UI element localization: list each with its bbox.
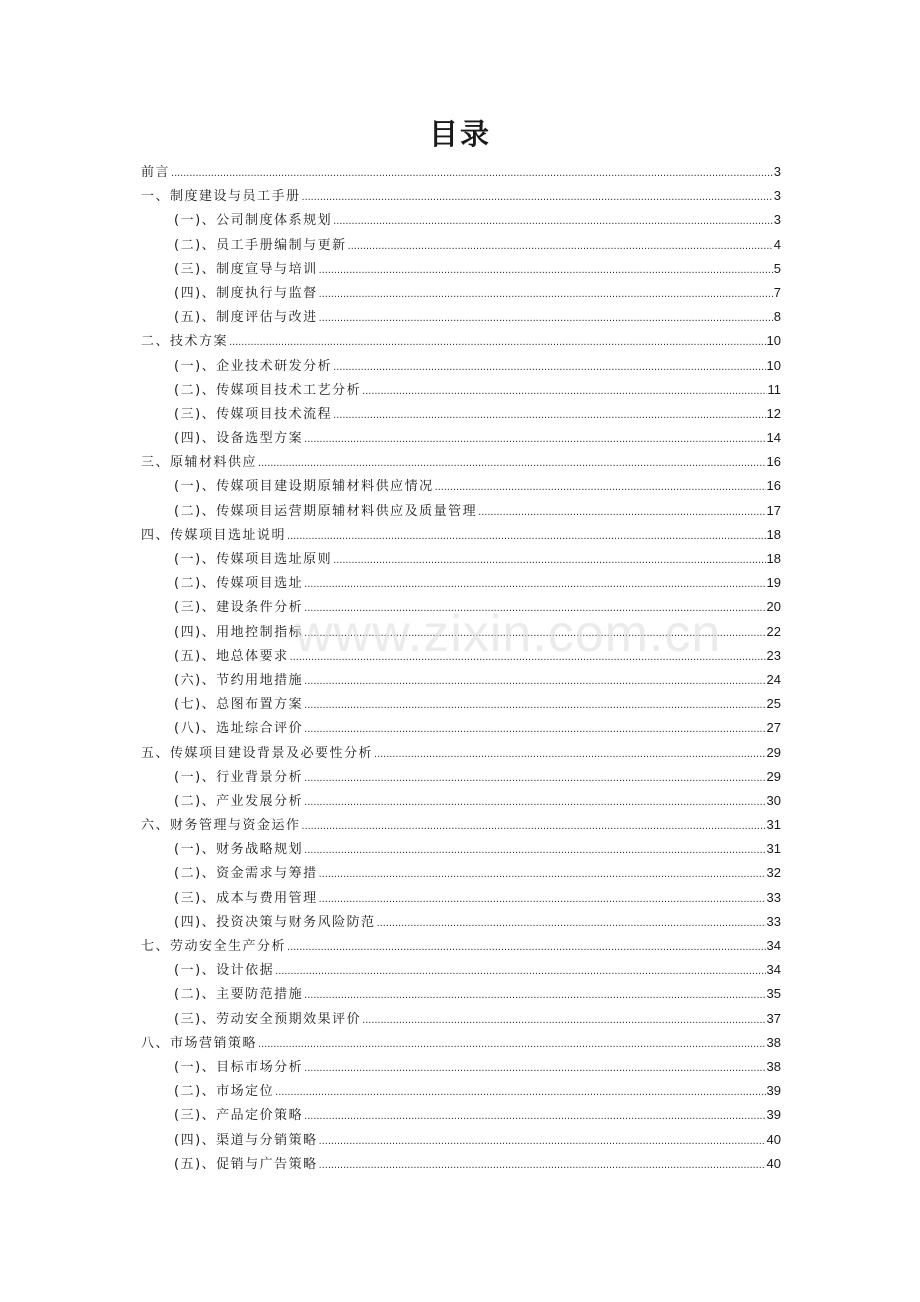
- toc-dot-leader: [287, 935, 766, 959]
- toc-entry-label: 八、市场营销策略: [141, 1035, 258, 1051]
- toc-dot-leader: [478, 500, 765, 524]
- toc-section-entry[interactable]: [141, 765, 781, 789]
- toc-dot-leader: [304, 983, 765, 1007]
- toc-page-number: 38: [766, 1034, 781, 1050]
- toc-page-number: 25: [766, 696, 781, 712]
- toc-entry-label: 前言: [141, 165, 171, 180]
- toc-section-entry[interactable]: [141, 571, 781, 595]
- toc-page-number: 39: [766, 1107, 781, 1123]
- toc-entry-label: (四)、渠道与分销策略: [174, 1132, 318, 1148]
- toc-section-entry[interactable]: [141, 257, 781, 281]
- toc-page-number: 30: [766, 792, 781, 808]
- toc-entry-label: (七)、总图布置方案: [174, 697, 304, 713]
- toc-page-number: 5: [773, 260, 781, 276]
- toc-dot-leader: [377, 911, 766, 935]
- toc-page-number: 12: [766, 405, 781, 421]
- toc-dot-leader: [171, 161, 773, 185]
- toc-section-entry[interactable]: [141, 233, 781, 257]
- toc-dot-leader: [275, 1080, 765, 1104]
- toc-section-entry[interactable]: [141, 1128, 781, 1152]
- toc-chapter-entry[interactable]: [141, 329, 781, 353]
- toc-section-entry[interactable]: [141, 499, 781, 523]
- toc-chapter-entry[interactable]: [141, 934, 781, 958]
- toc-entry-label: (二)、主要防范措施: [174, 987, 304, 1003]
- toc-page-number: 29: [766, 768, 781, 784]
- toc-page-number: 34: [766, 962, 781, 978]
- toc-dot-leader: [304, 1056, 765, 1080]
- toc-chapter-entry[interactable]: [141, 450, 781, 474]
- toc-section-entry[interactable]: [141, 1103, 781, 1127]
- toc-dot-leader: [275, 959, 765, 983]
- toc-entry-label: (三)、制度宣导与培训: [174, 261, 318, 277]
- toc-dot-leader: [333, 548, 765, 572]
- toc-entry-label: (三)、成本与费用管理: [174, 890, 318, 906]
- toc-chapter-entry[interactable]: [141, 160, 781, 184]
- toc-dot-leader: [290, 645, 766, 669]
- toc-entry-label: 六、财务管理与资金运作: [141, 818, 301, 834]
- toc-section-entry[interactable]: [141, 886, 781, 910]
- toc-entry-label: (四)、制度执行与监督: [174, 285, 318, 301]
- toc-entry-label: (一)、公司制度体系规划: [174, 213, 333, 229]
- toc-dot-leader: [333, 209, 773, 233]
- toc-section-entry[interactable]: [141, 402, 781, 426]
- toc-dot-leader: [319, 306, 773, 330]
- toc-chapter-entry[interactable]: [141, 813, 781, 837]
- toc-entry-label: (一)、行业背景分析: [174, 769, 304, 785]
- toc-entry-label: 一、制度建设与员工手册: [141, 189, 301, 205]
- toc-section-entry[interactable]: [141, 692, 781, 716]
- toc-chapter-entry[interactable]: [141, 523, 781, 547]
- toc-entry-label: (二)、产业发展分析: [174, 793, 304, 809]
- toc-section-entry[interactable]: [141, 620, 781, 644]
- toc-dot-leader: [374, 742, 766, 766]
- toc-dot-leader: [304, 766, 765, 790]
- toc-entry-label: (二)、市场定位: [174, 1084, 275, 1100]
- toc-section-entry[interactable]: [141, 1007, 781, 1031]
- toc-section-entry[interactable]: [141, 354, 781, 378]
- toc-section-entry[interactable]: [141, 837, 781, 861]
- toc-section-entry[interactable]: [141, 426, 781, 450]
- toc-section-entry[interactable]: [141, 958, 781, 982]
- toc-page-number: 23: [766, 647, 781, 663]
- toc-entry-label: (一)、设计依据: [174, 963, 275, 979]
- toc-entry-label: (三)、建设条件分析: [174, 600, 304, 616]
- toc-page-number: 31: [766, 817, 781, 833]
- toc-dot-leader: [258, 451, 766, 475]
- toc-dot-leader: [319, 887, 766, 911]
- toc-section-entry[interactable]: [141, 789, 781, 813]
- toc-entry-label: 三、原辅材料供应: [141, 455, 258, 471]
- toc-dot-leader: [348, 234, 773, 258]
- toc-dot-leader: [258, 1032, 766, 1056]
- toc-page-number: 10: [766, 333, 781, 349]
- toc-section-entry[interactable]: [141, 861, 781, 885]
- toc-page-number: 19: [766, 575, 781, 591]
- toc-page-number: 4: [773, 236, 781, 252]
- toc-page-number: 27: [766, 720, 781, 736]
- toc-dot-leader: [319, 258, 773, 282]
- toc-dot-leader: [362, 379, 766, 403]
- toc-dot-leader: [287, 524, 766, 548]
- toc-page-number: 16: [766, 478, 781, 494]
- toc-section-entry[interactable]: [141, 1055, 781, 1079]
- toc-dot-leader: [319, 1153, 766, 1177]
- toc-section-entry[interactable]: [141, 1079, 781, 1103]
- toc-dot-leader: [304, 427, 765, 451]
- toc-entry-label: (六)、节约用地措施: [174, 672, 304, 688]
- toc-section-entry[interactable]: [141, 1152, 781, 1176]
- toc-page-number: 35: [766, 986, 781, 1002]
- toc-page-number: 3: [773, 188, 781, 204]
- toc-entry-label: (四)、设备选型方案: [174, 431, 304, 447]
- toc-dot-leader: [304, 838, 765, 862]
- toc-dot-leader: [333, 355, 765, 379]
- watermark: www.zixin.com.cn: [295, 605, 722, 663]
- toc-entry-label: (一)、传媒项目建设期原辅材料供应情况: [174, 479, 434, 495]
- toc-entry-label: (八)、选址综合评价: [174, 721, 304, 737]
- toc-page-number: 33: [766, 889, 781, 905]
- toc-page-number: 18: [766, 526, 781, 542]
- toc-entry-label: (一)、传媒项目选址原则: [174, 552, 333, 567]
- toc-entry-label: (二)、传媒项目技术工艺分析: [174, 382, 362, 398]
- toc-dot-leader: [304, 717, 765, 741]
- toc-dot-leader: [304, 693, 765, 717]
- page-title: 目录: [428, 117, 491, 151]
- toc-page-number: 37: [766, 1010, 781, 1026]
- toc-section-entry[interactable]: [141, 982, 781, 1006]
- toc-entry-label: 五、传媒项目建设背景及必要性分析: [141, 745, 374, 761]
- toc-entry-label: 四、传媒项目选址说明: [141, 527, 287, 543]
- toc-entry-label: (五)、地总体要求: [174, 648, 289, 664]
- toc-dot-leader: [302, 185, 773, 209]
- toc-page-number: 11: [767, 381, 781, 397]
- toc-page-number: 17: [766, 502, 781, 518]
- toc-dot-leader: [229, 330, 766, 354]
- toc-section-entry[interactable]: [141, 208, 781, 232]
- toc-entry-label: 二、技术方案: [141, 334, 229, 350]
- toc-entry-label: (三)、劳动安全预期效果评价: [174, 1011, 362, 1027]
- toc-entry-label: (一)、目标市场分析: [174, 1059, 304, 1075]
- toc-page-number: 7: [773, 284, 781, 300]
- toc-dot-leader: [319, 1129, 766, 1153]
- toc-dot-leader: [302, 814, 766, 838]
- toc-entry-label: (二)、资金需求与筹措: [174, 866, 318, 882]
- toc-page-number: 32: [766, 865, 781, 881]
- toc-dot-leader: [304, 572, 765, 596]
- toc-page-number: 18: [766, 551, 781, 566]
- toc-section-entry[interactable]: [141, 305, 781, 329]
- toc-section-entry[interactable]: [141, 716, 781, 740]
- toc-page-number: 38: [766, 1058, 781, 1074]
- toc-page-number: 40: [766, 1155, 781, 1171]
- toc-entry-label: (三)、产品定价策略: [174, 1108, 304, 1124]
- toc-page-number: 39: [766, 1083, 781, 1099]
- toc-dot-leader: [362, 1008, 765, 1032]
- toc-entry-label: (四)、用地控制指标: [174, 624, 304, 640]
- toc-entry-label: (二)、传媒项目运营期原辅材料供应及质量管理: [174, 503, 478, 519]
- toc-dot-leader: [319, 282, 773, 306]
- toc-page-number: 20: [766, 599, 781, 615]
- toc-section-entry[interactable]: [141, 474, 781, 498]
- toc-section-entry[interactable]: [141, 644, 781, 668]
- toc-dot-leader: [333, 403, 765, 427]
- toc-section-entry[interactable]: [141, 668, 781, 692]
- toc-entry-label: (一)、财务战略规划: [174, 842, 304, 858]
- toc-page-number: 22: [766, 623, 781, 639]
- toc-entry-label: (四)、投资决策与财务风险防范: [174, 914, 376, 930]
- toc-dot-leader: [304, 669, 765, 693]
- toc-entry-label: 七、劳动安全生产分析: [141, 939, 287, 954]
- toc-entry-label: (二)、员工手册编制与更新: [174, 237, 347, 253]
- toc-section-entry[interactable]: [141, 547, 781, 571]
- toc-section-entry[interactable]: [141, 595, 781, 619]
- toc-entry-label: (五)、制度评估与改进: [174, 310, 318, 326]
- toc-page-number: 3: [773, 212, 781, 228]
- toc-entry-label: (三)、传媒项目技术流程: [174, 406, 333, 422]
- toc-page-number: 40: [766, 1131, 781, 1147]
- toc-page-number: 16: [766, 454, 781, 470]
- toc-dot-leader: [304, 621, 765, 645]
- toc-section-entry[interactable]: [141, 910, 781, 934]
- toc-dot-leader: [319, 862, 766, 886]
- toc-section-entry[interactable]: [141, 281, 781, 305]
- toc-page-number: 33: [766, 913, 781, 929]
- toc-dot-leader: [304, 790, 765, 814]
- toc-dot-leader: [435, 475, 766, 499]
- toc-section-entry[interactable]: [141, 378, 781, 402]
- toc-page-number: 24: [766, 671, 781, 687]
- toc-entry-label: (二)、传媒项目选址: [174, 576, 304, 592]
- toc-entry-label: (五)、促销与广告策略: [174, 1156, 318, 1172]
- toc-entry-label: (一)、企业技术研发分析: [174, 358, 333, 374]
- toc-dot-leader: [304, 1104, 765, 1128]
- table-of-contents: [141, 160, 781, 1176]
- toc-chapter-entry[interactable]: [141, 741, 781, 765]
- toc-page-number: 3: [773, 164, 781, 179]
- toc-page-number: 8: [773, 309, 781, 325]
- toc-page-number: 31: [766, 841, 781, 857]
- toc-page-number: 10: [766, 357, 781, 373]
- toc-dot-leader: [304, 596, 765, 620]
- toc-page-number: 34: [766, 938, 781, 953]
- toc-page-number: 14: [766, 430, 781, 446]
- toc-chapter-entry[interactable]: [141, 1031, 781, 1055]
- toc-chapter-entry[interactable]: [141, 184, 781, 208]
- toc-page-number: 29: [766, 744, 781, 760]
